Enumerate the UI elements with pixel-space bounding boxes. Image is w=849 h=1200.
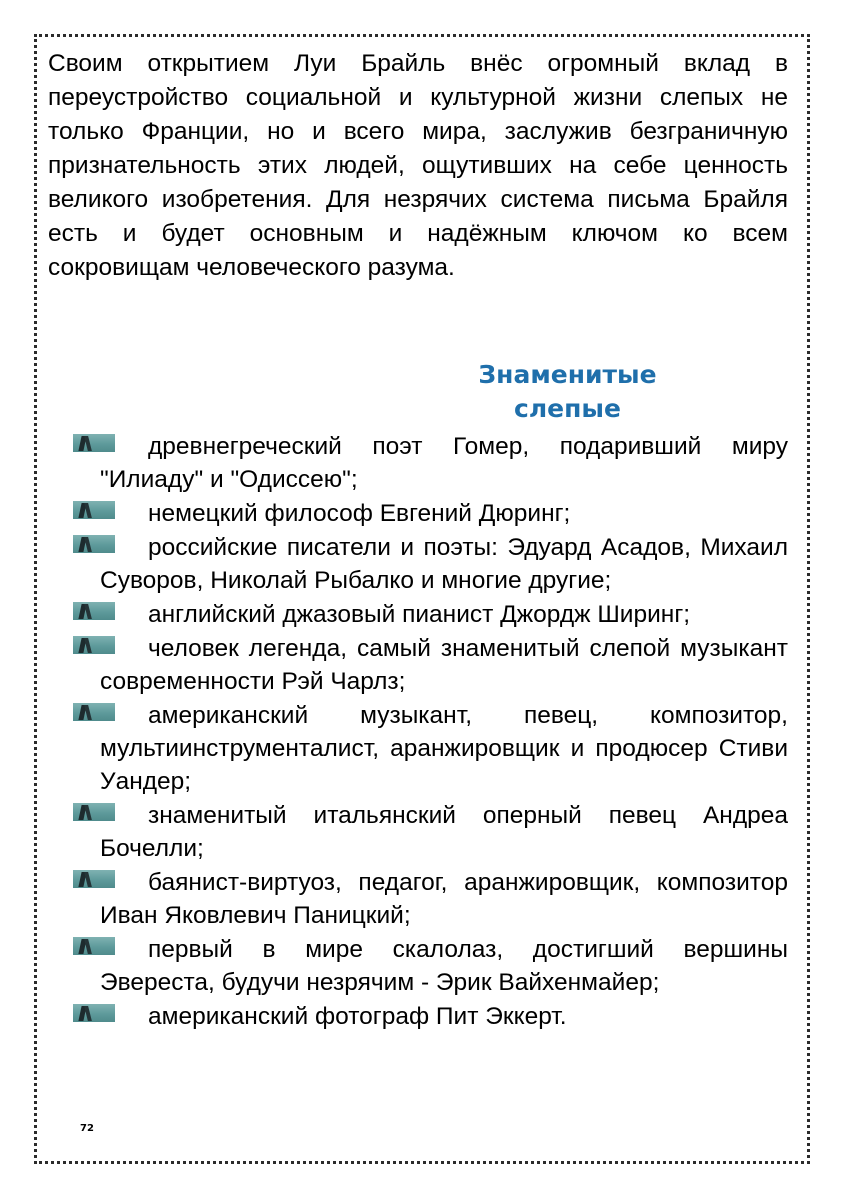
list-item xyxy=(100,430,788,496)
bookmark-icon xyxy=(73,501,115,519)
list-item xyxy=(100,799,788,865)
famous-blind-list xyxy=(100,430,788,1034)
bookmark-icon xyxy=(73,803,115,821)
list-item-text: немецкий философ Евгений Дюринг; xyxy=(148,500,571,527)
section-title-text: Знаменитые слепые xyxy=(478,360,657,423)
list-item-text: первый в мире скалолаз, достигший вершины Эвереста, будучи незрячим - Эрик Вайхенмайер; xyxy=(100,936,788,996)
list-item-text: американский фотограф Пит Эккерт. xyxy=(148,1003,567,1030)
list-item-text: английский джазовый пианист Джордж Ширинг; xyxy=(148,601,691,628)
list-item xyxy=(100,699,788,798)
bookmark-icon xyxy=(73,937,115,955)
list-item xyxy=(100,632,788,698)
list-item xyxy=(100,497,788,530)
bookmark-icon xyxy=(73,703,115,721)
bookmark-icon xyxy=(73,535,115,553)
section-title xyxy=(0,358,849,426)
list-item xyxy=(100,598,788,631)
list-item-text: российские писатели и поэты: Эдуард Асадов, Михаил Суворов, Николай Рыбалко и многие другие; xyxy=(100,534,788,594)
list-item xyxy=(100,531,788,597)
bookmark-icon xyxy=(73,1004,115,1022)
list-item-text: американский музыкант, певец, композитор, мультиинструменталист, аранжировщик и продюсер Стиви Уандер; xyxy=(100,702,788,795)
bookmark-icon xyxy=(73,636,115,654)
bookmark-icon xyxy=(73,434,115,452)
list-item xyxy=(100,866,788,932)
bookmark-icon xyxy=(73,870,115,888)
list-item-text: человек легенда, самый знаменитый слепой музыкант современности Рэй Чарлз; xyxy=(100,635,788,695)
bookmark-icon xyxy=(73,602,115,620)
page-number: 72 xyxy=(80,1123,94,1134)
list-item xyxy=(100,1000,788,1033)
list-item-text: древнегреческий поэт Гомер, подаривший миру "Илиаду" и "Одиссею"; xyxy=(100,433,788,493)
intro-paragraph: Своим открытием Луи Брайль внёс огромный вклад в переустройство социальной и культурной жизни слепых не только Франции, но и всего мира, заслужив безграничную признательность этих людей, ощутивших на себе ценность великого изобретения. Для незрячих система письма Брайля есть и будет основным и надёжным ключом ко всем сокровищам человеческого разума. xyxy=(48,50,788,281)
list-item-text: знаменитый итальянский оперный певец Андреа Бочелли; xyxy=(100,802,788,862)
list-item xyxy=(100,933,788,999)
list-item-text: баянист-виртуоз, педагог, аранжировщик, композитор Иван Яковлевич Паницкий; xyxy=(100,869,788,929)
